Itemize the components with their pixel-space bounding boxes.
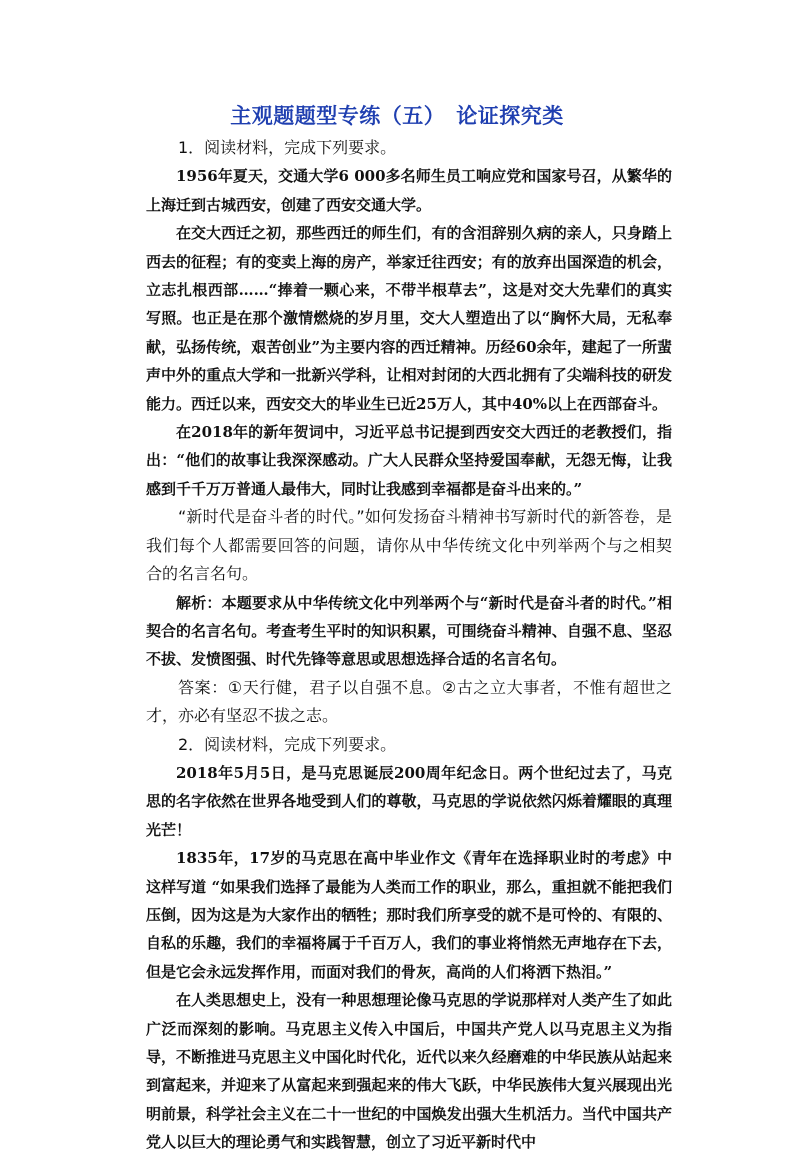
q1-question: “新时代是奋斗者的时代。”如何发扬奋斗精神书写新时代的新答卷，是我们每个人都需要回答的问题，请你从中华传统文化中列举两个与之相契合的名言名句。 [146, 507, 672, 584]
question-2-heading: 2．阅读材料，完成下列要求。 [178, 734, 397, 754]
q1-analysis [146, 589, 672, 674]
answer-text: ①天行健，君子以自强不息。②古之立大事者，不惟有超世之才，亦必有坚忍不拔之志。 [146, 677, 672, 726]
q2-paragraph-3: 在人类思想史上，没有一种思想理论像马克思的学说那样对人类产生了如此广泛而深刻的影响。马克思主义传入中国后，中国共产党人以马克思主义为指导，不断推进马克思主义中国化时代化，近代以来久经磨难的中华民族从站起来到富起来，并迎来了从富起来到强起来的伟大飞跃，中华民族伟大复兴展现出光明前景，科学社会主义在二十一世纪的中国焕发出强大生机活力。当代中国共产党人以巨大的理论勇气和实践智慧，创立了习近平新时代中 [146, 991, 672, 1152]
q2-paragraph-2: 1835年，17岁的马克思在高中毕业作文《青年在选择职业时的考虑》中这样写道 “如果我们选择了最能为人类而工作的职业，那么，重担就不能把我们压倒，因为这是为大家作出的牺牲；那时我们所享受的就不是可怜的、有限的、自私的乐趣，我们的幸福将属于千百万人，我们的事业将悄然无声地存在下去，但是它会永远发挥作用，而面对我们的骨灰，高尚的人们将洒下热泪。” [146, 849, 672, 981]
page-title: 主观题题型专练（五） 论证探究类 [230, 103, 564, 128]
q1-paragraph-1: 1956年夏天，交通大学6 000多名师生员工响应党和国家号召，从繁华的上海迁到古城西安，创建了西安交通大学。 [146, 167, 672, 214]
document-body [146, 134, 672, 1157]
answer-label: 答案： [178, 677, 228, 697]
q1-paragraph-2: 在交大西迁之初，那些西迁的师生们，有的含泪辞别久病的亲人，只身踏上西去的征程；有的变卖上海的房产，举家迁往西安；有的放弃出国深造的机会，立志扎根西部……“捧着一颗心来，不带半根草去”，这是对交大先辈们的真实写照。也正是在那个激情燃烧的岁月里，交大人塑造出了以“胸怀大局，无私奉献，弘扬传统，艰苦创业”为主要内容的西迁精神。历经60余年，建起了一所蜚声中外的重点大学和一批新兴学科，让相对封闭的大西北拥有了尖端科技的研发能力。西迁以来，西安交大的毕业生已近25万人，其中40%以上在西部奋斗。 [146, 224, 672, 413]
question-1-heading: 1．阅读材料，完成下列要求。 [178, 138, 397, 157]
analysis-text: 本题要求从中华传统文化中列举两个与“新时代是奋斗者的时代。”相契合的名言名句。考查考生平时的知识积累，可围绕奋斗精神、自强不息、坚忍不拔、发愤图强、时代先锋等意思或思想选择合适的名言名句。 [146, 593, 672, 669]
q1-paragraph-3: 在2018年的新年贺词中，习近平总书记提到西安交大西迁的老教授们，指出：“他们的故事让我深深感动。广大人民群众坚持爱国奉献，无怨无悔，让我感到千千万万普通人最伟大，同时让我感到幸福都是奋斗出来的。” [146, 423, 672, 498]
analysis-label: 解析： [176, 593, 222, 612]
q2-paragraph-1: 2018年5月5日，是马克思诞辰200周年纪念日。两个世纪过去了，马克思的名字依然在世界各地受到人们的尊敬，马克思的学说依然闪烁着耀眼的真理光芒！ [146, 763, 672, 839]
q1-answer [146, 674, 672, 731]
